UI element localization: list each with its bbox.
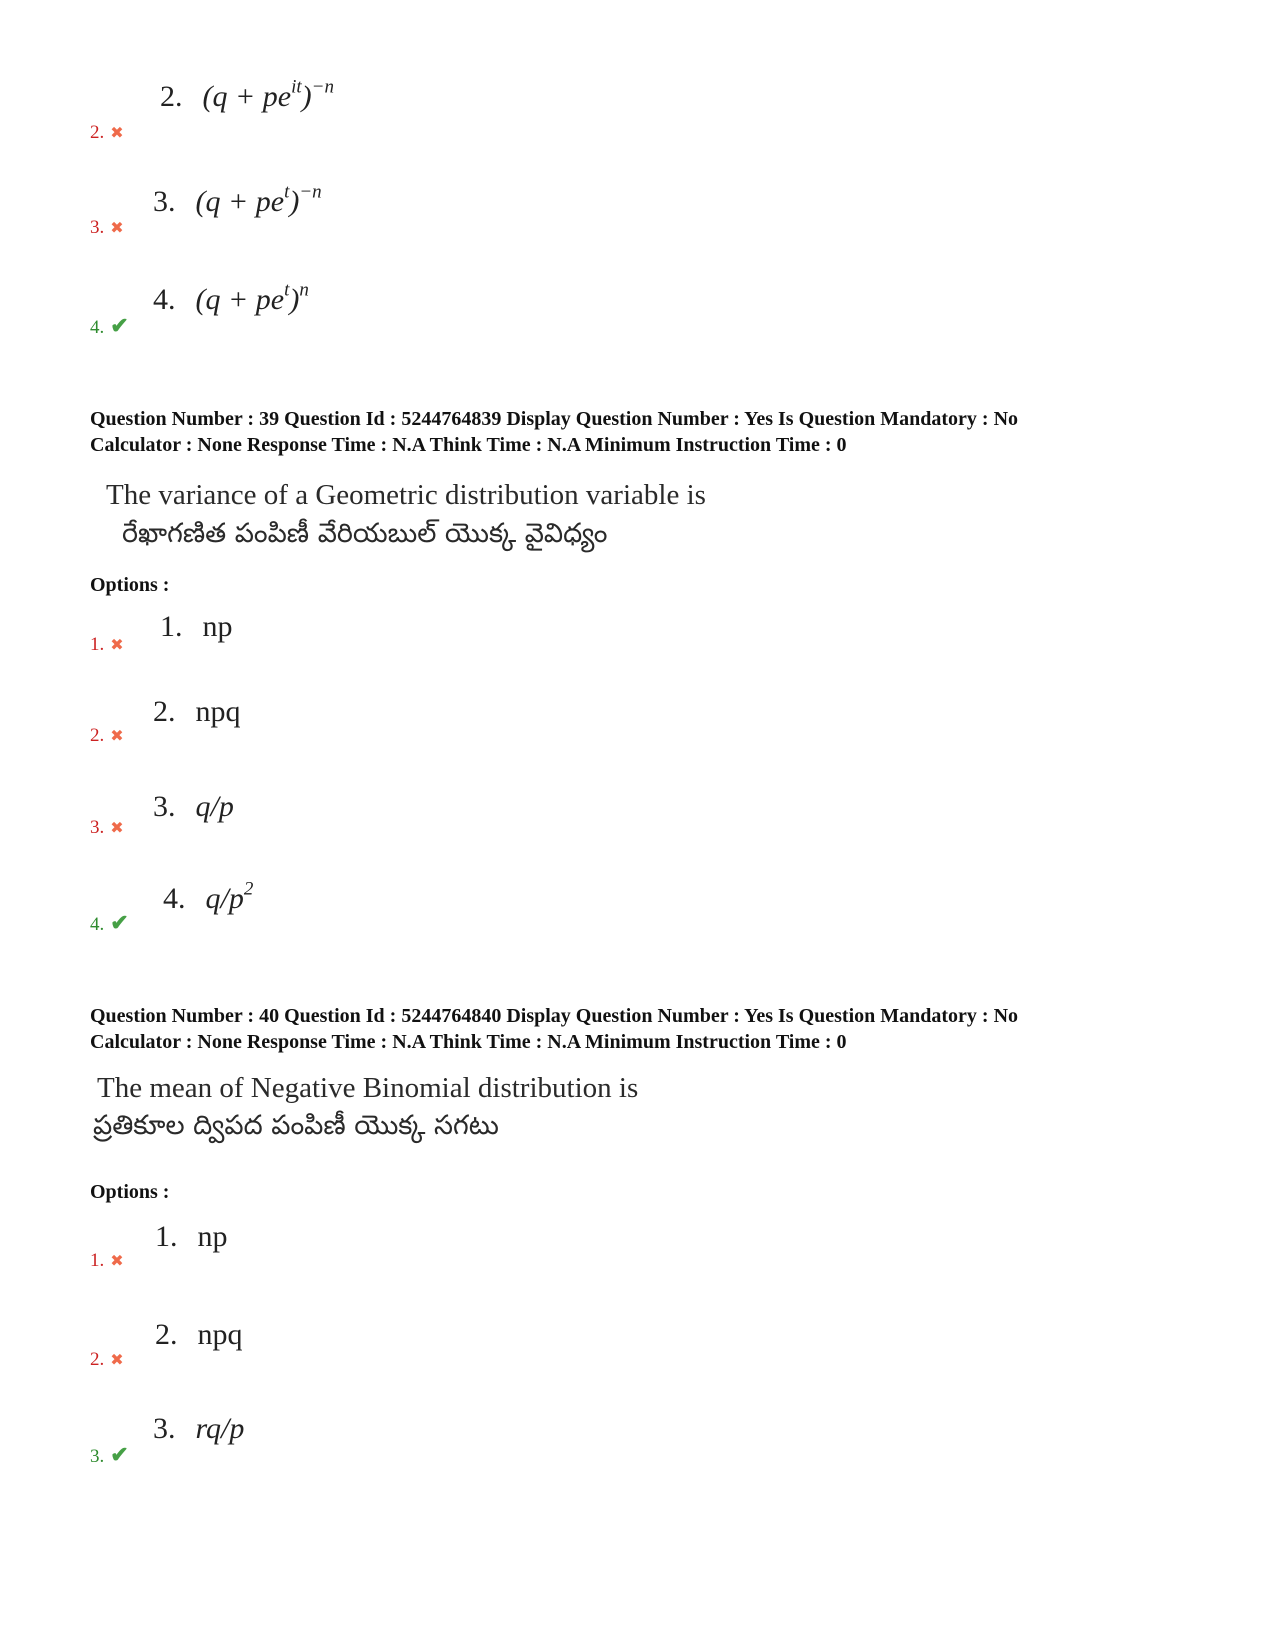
check-icon: ✔ (110, 1442, 129, 1467)
option-marker-correct: 4. ✔ (90, 313, 129, 338)
question-meta: Question Number : 39 Question Id : 5244764839 Display Question Number : Yes Is Question Mandatory : No Calculator : None Response Time : N.A Think Time : N.A Minimum Instruction Time : 0 (90, 408, 1019, 456)
check-icon: ✔ (110, 910, 129, 935)
options-label: Options : (90, 574, 170, 596)
check-icon: ✔ (110, 313, 129, 338)
option-marker-correct: 3. ✔ (90, 1442, 129, 1467)
option-marker-wrong: 2. ✖ (90, 122, 124, 143)
option-content: 4. $q/p^2$ (163, 878, 254, 915)
question-meta: Question Number : 40 Question Id : 5244764840 Display Question Number : Yes Is Question Mandatory : No Calculator : None Response Time : N.A Think Time : N.A Minimum Instruction Time : 0 (90, 1005, 1019, 1053)
option-content: 3. $(q + pe^t)^{-n}$ (153, 181, 322, 218)
options-label: Options : (90, 1181, 170, 1203)
option-marker-correct: 4. ✔ (90, 910, 129, 935)
option-marker-wrong: 2. ✖ (90, 725, 124, 746)
cross-icon: ✖ (110, 728, 124, 745)
option-marker-wrong: 1. ✖ (90, 1250, 124, 1271)
cross-icon: ✖ (110, 637, 124, 654)
question-stem-english: The variance of a Geometric distribution variable is (106, 479, 706, 511)
option-content: 1. np (160, 610, 233, 643)
option-marker-wrong: 3. ✖ (90, 217, 124, 238)
option-marker-wrong: 3. ✖ (90, 817, 124, 838)
cross-icon: ✖ (110, 1352, 124, 1369)
question-stem-telugu: రేఖాగణిత పంపిణీ వేరియబుల్ యొక్క వైవిధ్యం (122, 518, 608, 549)
option-content: 1. np (155, 1220, 228, 1253)
option-content: 3. rq/p (153, 1412, 245, 1445)
option-content: 2. npq (155, 1318, 243, 1351)
option-marker-wrong: 2. ✖ (90, 1349, 124, 1370)
question-stem-english: The mean of Negative Binomial distribution is (97, 1072, 639, 1104)
cross-icon: ✖ (110, 1253, 124, 1270)
option-content: 3. q/p (153, 790, 234, 823)
cross-icon: ✖ (110, 820, 124, 837)
option-content: 2. $(q + pe^{it})^{-n}$ (160, 76, 334, 113)
option-content: 4. $(q + pe^t)^n$ (153, 279, 309, 316)
cross-icon: ✖ (110, 220, 124, 237)
question-stem-telugu: ప్రతికూల ద్విపద పంపిణీ యొక్క సగటు (93, 1110, 499, 1141)
option-content: 2. npq (153, 695, 241, 728)
cross-icon: ✖ (110, 125, 124, 142)
option-marker-wrong: 1. ✖ (90, 634, 124, 655)
